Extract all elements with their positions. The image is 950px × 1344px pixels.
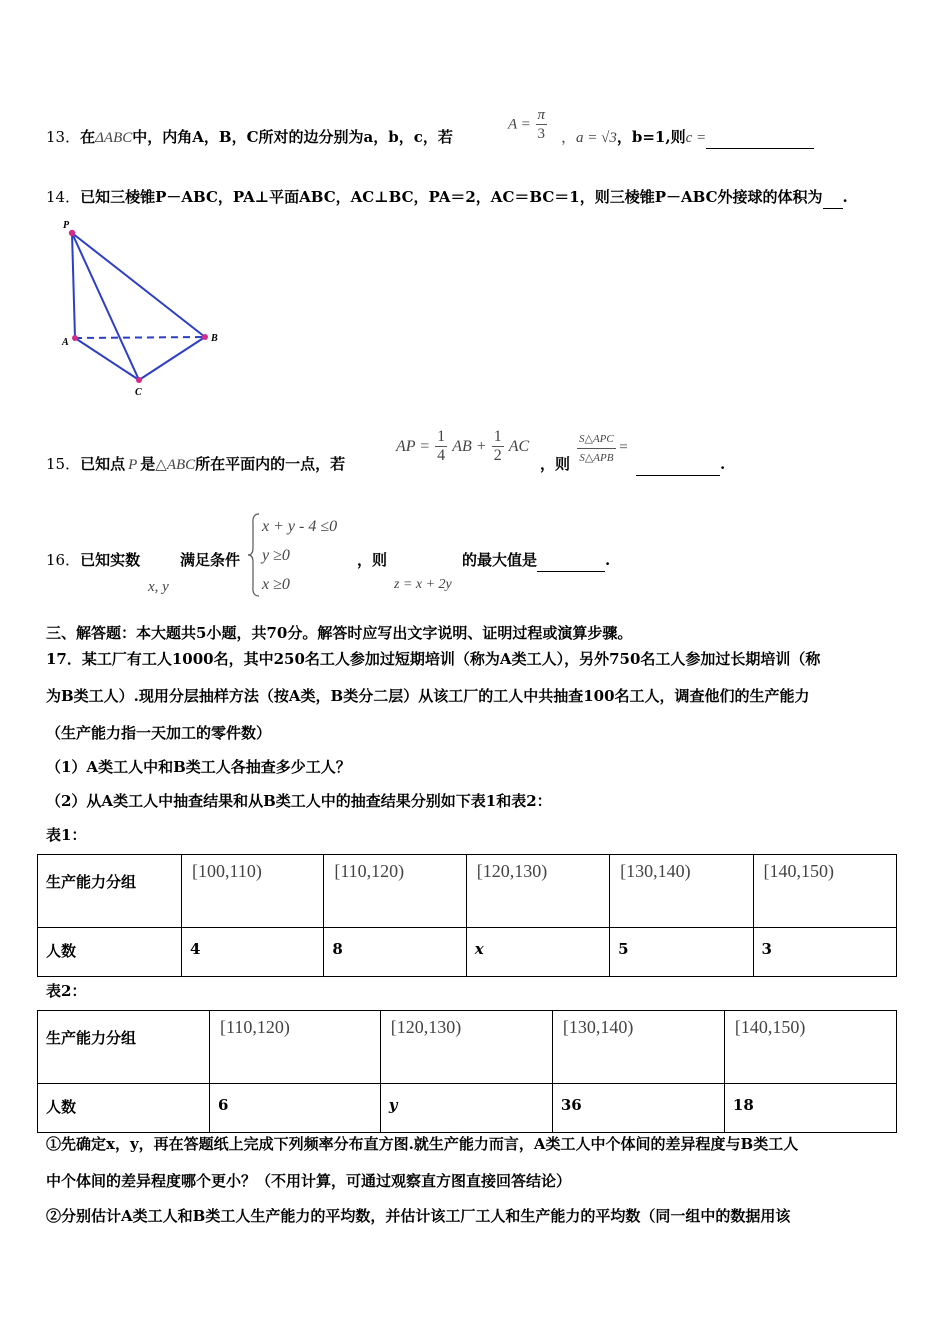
q13-number: 13． xyxy=(46,128,81,146)
vertex-b xyxy=(202,334,208,340)
table-1-header-row xyxy=(38,855,897,928)
table-2-group: [140,150) xyxy=(734,1017,806,1037)
q15-ap: AP = xyxy=(396,438,431,455)
question-16 xyxy=(46,549,140,571)
q16-constraint-1: x + y - 4 ≤0 xyxy=(262,518,338,535)
q14-tetrahedron-figure xyxy=(55,218,235,403)
table-2-group: [130,140) xyxy=(562,1017,634,1037)
table-2-group-cell xyxy=(724,1011,896,1084)
q17-part-1-line-1: ①先确定x，y，再在答题纸上完成下列频率分布直方图.就生产能力而言，A类工人中个体间的差异程度与B类工人 xyxy=(46,1135,799,1153)
table-2-caption: 表2： xyxy=(46,982,87,1000)
table-1-group-cell xyxy=(324,855,466,928)
edge-pa xyxy=(72,233,75,338)
q15-point-p: P xyxy=(128,457,138,473)
q16-text-2: 满足条件 xyxy=(180,551,241,569)
q16-constraint-3: x ≥0 xyxy=(262,576,290,593)
table-1-caption: 表1： xyxy=(46,826,87,844)
q13-angle-den: 3 xyxy=(537,126,546,142)
label-a: A xyxy=(62,337,69,348)
q15-fraction-2 xyxy=(492,428,504,465)
q15-f2-den: 2 xyxy=(493,447,502,464)
table-1-group-cell xyxy=(610,855,753,928)
table-1-count: 5 xyxy=(610,928,753,977)
label-c: C xyxy=(135,387,142,398)
q13-a-equation: a = √3 xyxy=(576,130,617,146)
q14-answer-blank xyxy=(823,186,843,209)
table-2-group: [120,130) xyxy=(390,1017,462,1037)
q15-text-1: 已知点 xyxy=(80,455,126,473)
vertex-c xyxy=(136,377,142,383)
q15-answer xyxy=(636,453,725,476)
q15-number: 15． xyxy=(46,455,81,473)
q16-answer-blank xyxy=(537,549,605,572)
edge-cb xyxy=(139,337,205,380)
edge-ab-dashed xyxy=(75,337,205,338)
q17-part-1-line-2: 中个体间的差异程度哪个更小？（不用计算，可通过观察直方图直接回答结论） xyxy=(46,1172,572,1190)
q13-text-2: 中，内角A，B，C所对的边分别为a，b，c，若 xyxy=(132,128,453,146)
q17-line-2: 为B类工人）.现用分层抽样方法（按A类，B类分二层）从该工厂的工人中共抽查100名工人，调查他们的生产能力 xyxy=(46,687,810,705)
section-3-heading: 三、解答题：本大题共5小题，共70分。解答时应写出文字说明、证明过程或演算步骤。 xyxy=(46,624,633,642)
q13-comma: ， xyxy=(561,130,577,146)
q13-angle-lhs: A = xyxy=(508,116,531,133)
label-b: B xyxy=(211,333,218,344)
q14-text: 已知三棱锥P－ABC，PA⊥平面ABC，AC⊥BC，PA＝2，AC＝BC＝1，则三棱锥P－ABC外接球的体积为 xyxy=(80,188,823,206)
table-2-header-row xyxy=(38,1011,897,1084)
q16-text-3: ，则 xyxy=(357,551,388,569)
q15-ratio-num: S△APC xyxy=(577,430,616,449)
q17-sub-2: （2）从A类工人中抽查结果和从B类工人中的抽查结果分别如下表1和表2： xyxy=(46,792,552,810)
q15-triangle: △ABC xyxy=(155,457,196,473)
q17-line-3: （生产能力指一天加工的零件数） xyxy=(46,724,272,742)
table-2-group-cell xyxy=(380,1011,552,1084)
q15-text-3: 所在平面内的一点，若 xyxy=(195,455,346,473)
table-1-group-cell xyxy=(466,855,609,928)
q13-text-1: 在 xyxy=(80,128,96,146)
q16-then xyxy=(357,549,387,571)
table-1-header: 生产能力分组 xyxy=(38,855,182,928)
table-2-row-label: 人数 xyxy=(38,1084,210,1133)
q16-end: . xyxy=(605,551,611,569)
table-2-group: [110,120) xyxy=(220,1017,290,1037)
q13-angle-formula xyxy=(508,106,547,143)
q16-tail xyxy=(462,549,610,572)
label-p: P xyxy=(63,220,70,231)
table-1-group: [120,130) xyxy=(476,861,548,881)
q17-line-1: 17．某工厂有工人1000名，其中250名工人参加过短期培训（称为A类工人），另外750名工人参加过长期培训（称 xyxy=(46,650,821,668)
q14-end: . xyxy=(842,188,848,206)
table-2-count: 18 xyxy=(724,1084,896,1133)
q16-condition-label xyxy=(180,549,240,571)
table-1 xyxy=(37,854,897,977)
q13-tail xyxy=(561,126,814,149)
q17-part-2-line-1: ②分别估计A类工人和B类工人生产能力的平均数，并估计该工厂工人和生产能力的平均数（同一组中的数据用该 xyxy=(46,1207,791,1225)
edge-pb xyxy=(72,233,205,337)
table-1-count: x xyxy=(466,928,609,977)
q17-sub-1: （1）A类工人中和B类工人各抽查多少工人？ xyxy=(46,758,351,776)
q16-brace xyxy=(247,512,261,598)
q15-answer-blank xyxy=(636,453,720,476)
table-1-group-cell xyxy=(753,855,896,928)
question-15 xyxy=(46,453,345,476)
vertex-p xyxy=(69,230,75,236)
table-1-count: 8 xyxy=(324,928,466,977)
q13-angle-num: π xyxy=(537,107,546,123)
table-1-group-cell xyxy=(182,855,324,928)
q15-end: . xyxy=(720,455,726,473)
table-1-group: [100,110) xyxy=(192,861,262,881)
q13-text-3: ，b=1,则 xyxy=(616,128,686,146)
table-2-group-cell xyxy=(210,1011,381,1084)
q15-f1-den: 4 xyxy=(437,447,446,464)
table-1-group: [110,120) xyxy=(334,861,405,881)
table-2-group-cell xyxy=(552,1011,724,1084)
table-2-count-row xyxy=(38,1084,897,1133)
q13-answer-blank xyxy=(706,126,814,149)
q13-c-equation: c = xyxy=(685,130,707,146)
question-14 xyxy=(46,186,848,209)
question-13 xyxy=(46,126,453,149)
q15-f2-num: 1 xyxy=(493,428,502,445)
table-2-count: 36 xyxy=(552,1084,724,1133)
vertex-a xyxy=(72,335,78,341)
table-2-count: y xyxy=(380,1084,552,1133)
table-2-header: 生产能力分组 xyxy=(38,1011,210,1084)
q16-constraint-2: y ≥0 xyxy=(262,547,290,564)
q16-number: 16． xyxy=(46,551,81,569)
q13-angle-fraction xyxy=(536,106,548,143)
q16-objective: z = x + 2y xyxy=(394,577,452,592)
q14-number: 14． xyxy=(46,188,81,206)
table-2 xyxy=(37,1010,897,1133)
table-1-count: 3 xyxy=(753,928,896,977)
table-2-count: 6 xyxy=(210,1084,381,1133)
q15-area-ratio xyxy=(577,430,628,467)
table-1-group: [130,140) xyxy=(620,861,691,881)
q16-text-4: 的最大值是 xyxy=(462,551,538,569)
q15-ac: AC xyxy=(508,438,530,455)
q15-text-2: 是 xyxy=(140,455,156,473)
q15-text-4: ，则 xyxy=(540,455,571,473)
table-1-count-row xyxy=(38,928,897,977)
q15-vector-equation xyxy=(396,428,529,465)
q16-text-1: 已知实数 xyxy=(80,551,141,569)
q15-then xyxy=(540,453,570,475)
q15-ratio-eq: = xyxy=(619,439,628,456)
q16-constraints xyxy=(262,512,337,599)
q15-fraction-1 xyxy=(435,428,447,465)
table-1-count: 4 xyxy=(182,928,324,977)
q13-triangle: ΔABC xyxy=(95,130,133,146)
q16-variables: x, y xyxy=(148,579,169,595)
q15-ratio-den: S△APB xyxy=(579,452,614,464)
q15-ab: AB + xyxy=(452,438,487,455)
table-1-row-label: 人数 xyxy=(38,928,182,977)
table-1-group: [140,150) xyxy=(763,861,835,881)
q15-ratio-fraction xyxy=(577,430,616,467)
q15-f1-num: 1 xyxy=(437,428,446,445)
